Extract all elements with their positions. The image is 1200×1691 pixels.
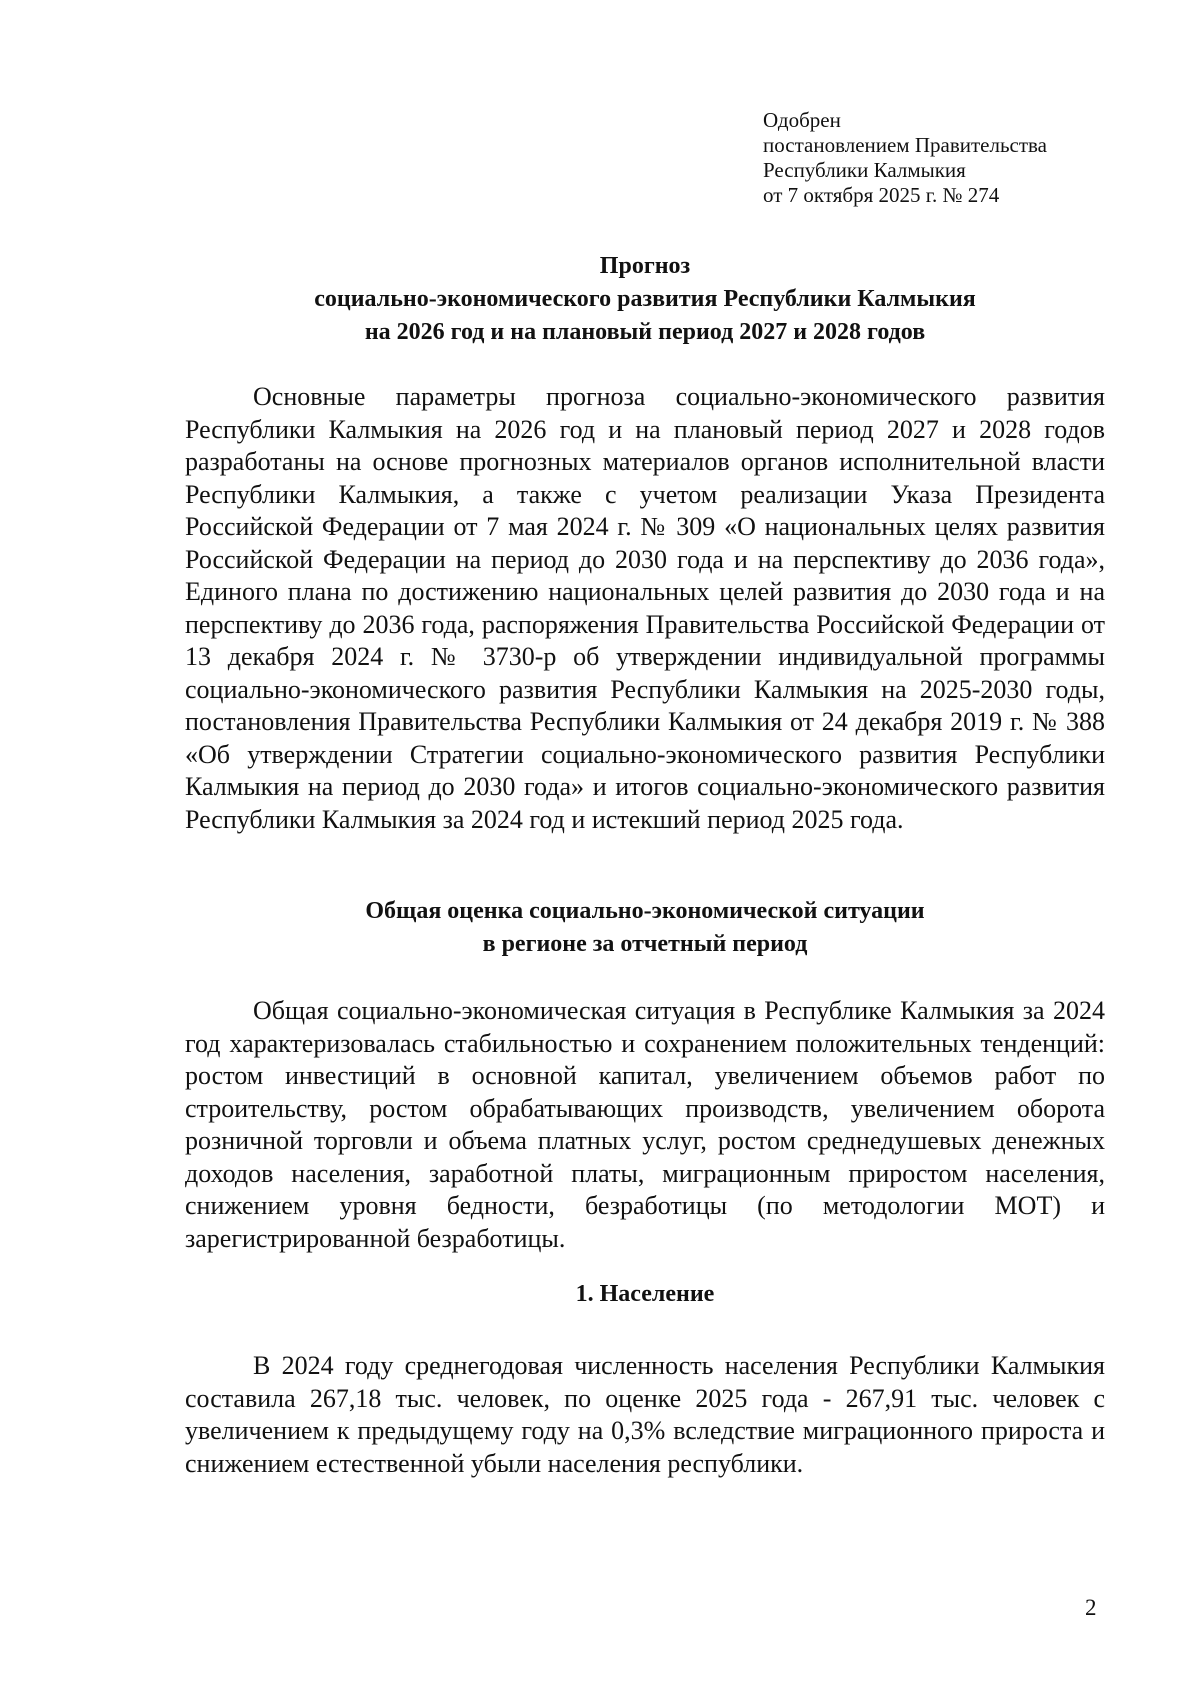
- assessment-paragraph: Общая социально-экономическая ситуация в Республике Калмыкия за 2024 год характеризовалась стабильностью и сохранением положительных тенденций: ростом инвестиций в основной капитал, увеличением объемов работ по строительству, ростом обрабатывающих производств, увеличением оборота розничной торговли и объема платных услуг, ростом среднедушевых денежных доходов населения, заработной платы, миграционным приростом населения, снижением уровня бедности, безработицы (по методологии МОТ) и зарегистрированной безработицы.: [185, 996, 1105, 1253]
- intro-paragraph: Основные параметры прогноза социально-экономического развития Республики Калмыкия на 2026 год и на плановый период 2027 и 2028 годов разработаны на основе прогнозных материалов органов исполнительной власти Республики Калмыкия, а также с учетом реализации Указа Президента Российской Федерации от 7 мая 2024 г. № 309 «О национальных целях развития Российской Федерации на период до 2030 года и на перспективу до 2036 года», Единого плана по достижению национальных целей развития до 2030 года и на перспективу до 2036 года, распоряжения Правительства Российской Федерации от 13 декабря 2024 г. № 3730-р об утверждении индивидуальной программы социально-экономического развития Республики Калмыкия на 2025-2030 годы, постановления Правительства Республики Калмыкия от 24 декабря 2019 г. № 388 «Об утверждении Стратегии социально-экономического развития Республики Калмыкия на период до 2030 года» и итогов социально-экономического развития Республики Калмыкия за 2024 год и истекший период 2025 года.: [185, 382, 1105, 834]
- page-number: 2: [1085, 1595, 1097, 1620]
- approval-stamp: [763, 108, 1143, 208]
- title-line-1: Прогноз: [599, 253, 691, 279]
- approval-line-4: от 7 октября 2025 г. № 274: [763, 183, 1000, 207]
- title-line-3: на 2026 год и на плановый период 2027 и 2028 годов: [364, 319, 926, 345]
- approval-line-2: постановлением Правительства: [763, 133, 1048, 157]
- assessment-heading-line-1: Общая оценка социально-экономической ситуации: [365, 898, 925, 924]
- section-heading-population: [185, 1278, 1105, 1311]
- title-line-2: социально-экономического развития Республики Калмыкия: [314, 286, 976, 312]
- section-heading-assessment: [185, 895, 1105, 961]
- population-paragraph: В 2024 году среднегодовая численность населения Республики Калмыкия составила 267,18 тыс. человек, по оценке 2025 года - 267,91 тыс. человек с увеличением к предыдущему году на 0,3% вследствие миграционного прироста и снижением естественной убыли населения республики.: [185, 1351, 1105, 1478]
- approval-line-3: Республики Калмыкия: [763, 158, 966, 182]
- population-heading: 1. Население: [575, 1281, 715, 1307]
- assessment-heading-line-2: в регионе за отчетный период: [482, 931, 808, 957]
- approval-line-1: Одобрен: [763, 108, 841, 132]
- document-title: [185, 250, 1105, 349]
